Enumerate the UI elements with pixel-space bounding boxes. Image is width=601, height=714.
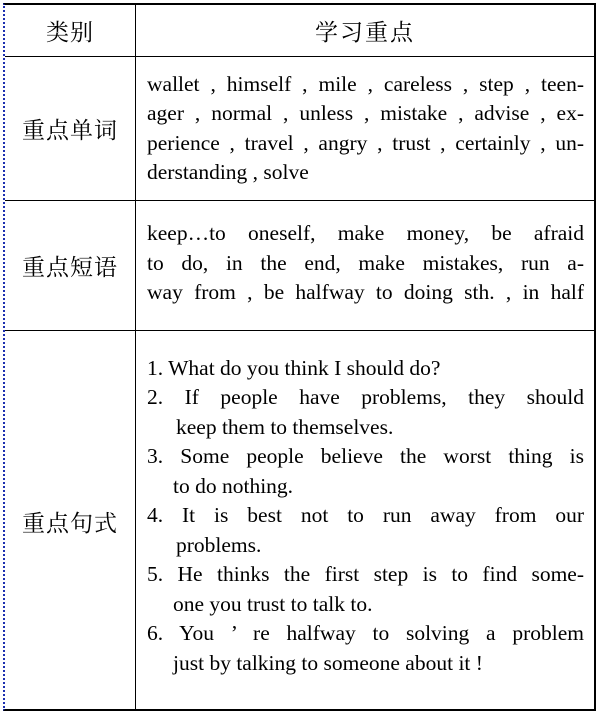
phrases-line: to do, in the end, make mistakes, run a- — [147, 250, 584, 275]
study-focus-table — [3, 3, 596, 711]
key-phrases-content — [136, 201, 594, 326]
phrases-line: keep…to oneself, make money, be afraid — [147, 221, 584, 246]
sentence-5: 5. He thinks the first step is to find some- — [147, 562, 584, 587]
sentence-4-cont: problems. — [176, 532, 262, 557]
sentence-4: 4. It is best not to run away from our — [147, 503, 584, 528]
sentence-6: 6. You ’ re halfway to solving a problem — [147, 621, 584, 646]
sentence-6-cont: just by talking to someone about it ! — [173, 650, 483, 675]
sentence-2: 2. If people have problems, they should — [147, 385, 584, 410]
words-line: perience , travel , angry , trust , certainly , un- — [147, 130, 584, 155]
header-focus: 学习重点 — [315, 20, 415, 46]
sentence-2-cont: keep them to themselves. — [176, 414, 394, 439]
key-words-content — [136, 57, 594, 200]
words-line: derstanding , solve — [147, 160, 309, 184]
sentence-1: 1. What do you think I should do? — [147, 355, 441, 380]
phrases-line: way from , be halfway to doing sth. , in half — [147, 280, 584, 305]
category-key-sentences: 重点句式 — [22, 510, 118, 537]
category-key-phrases: 重点短语 — [22, 255, 118, 281]
key-sentences-content — [136, 331, 594, 701]
sentence-5-cont: one you trust to talk to. — [173, 591, 373, 616]
words-line: ager , normal , unless , mistake , advise , ex- — [147, 101, 584, 125]
words-line: wallet , himself , mile , careless , step , teen- — [147, 71, 584, 96]
category-key-words: 重点单词 — [22, 118, 118, 144]
sentence-3-cont: to do nothing. — [173, 473, 294, 498]
sentence-3: 3. Some people believe the worst thing is — [147, 444, 584, 469]
header-category: 类别 — [46, 20, 94, 46]
